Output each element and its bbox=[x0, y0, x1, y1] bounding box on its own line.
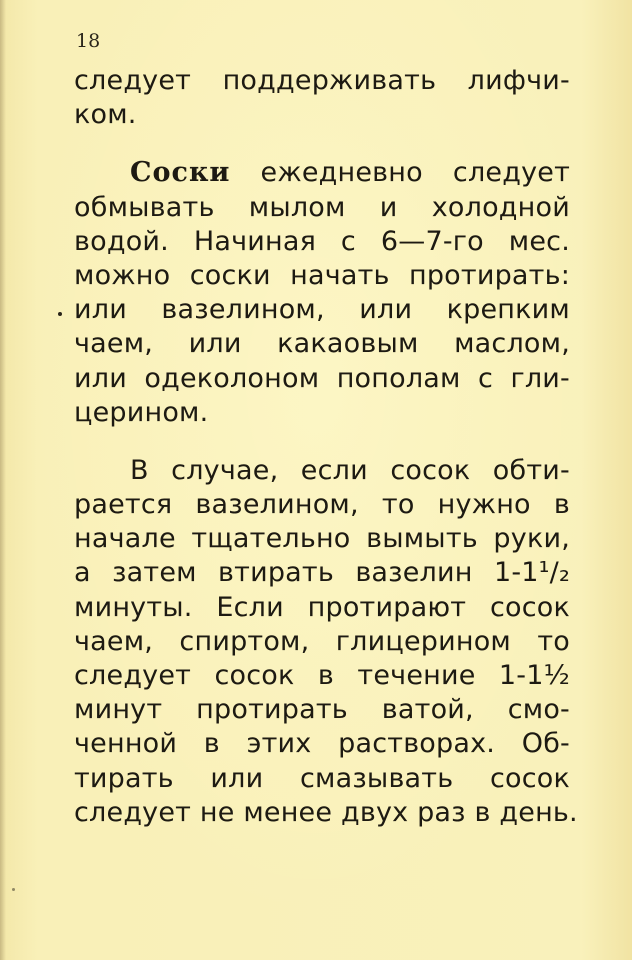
page-edge-shadow bbox=[0, 0, 6, 960]
text-line: церином. bbox=[74, 396, 209, 428]
text-line: тирать или смазывать сосок bbox=[74, 762, 570, 794]
text-line: или одеколоном пополам с гли- bbox=[74, 362, 570, 394]
paragraph-3 bbox=[74, 454, 578, 830]
text-line: ченной в этих растворах. Об- bbox=[74, 728, 570, 760]
text-line: чаем, спиртом, глицерином то bbox=[74, 625, 570, 657]
text-line: следует сосок в течение 1-1½ bbox=[74, 660, 570, 691]
text-line: чаем, или какаовым маслом, bbox=[74, 328, 570, 360]
text-line: начале тщательно вымыть руки, bbox=[74, 523, 570, 555]
text-line: В случае, если сосок обти- bbox=[130, 454, 570, 486]
text-line: минуты. Если протирают сосок bbox=[74, 591, 570, 623]
text-line: а затем втирать вазелин 1-1¹/₂ bbox=[74, 557, 570, 589]
text-line: можно соски начать протирать: bbox=[74, 259, 570, 291]
text-line: рается вазелином, то нужно в bbox=[74, 489, 570, 521]
paragraph-gap bbox=[74, 132, 570, 156]
ink-speck bbox=[12, 888, 15, 891]
text-line-rest: ежедневно следует bbox=[230, 157, 570, 189]
page-number: 18 bbox=[76, 30, 101, 52]
text-line bbox=[74, 156, 570, 190]
paragraph-2 bbox=[74, 156, 570, 430]
text-line: следует не менее двух раз в день. bbox=[74, 796, 578, 828]
lead-word: Соски bbox=[130, 157, 231, 189]
text-line: ком. bbox=[74, 99, 137, 131]
text-line: обмывать мылом и холодной bbox=[74, 191, 570, 223]
text-line: минут протирать ватой, смо- bbox=[74, 694, 570, 726]
paragraph-gap bbox=[74, 430, 570, 454]
text-line: следует поддерживать лифчи- bbox=[74, 65, 570, 96]
text-line: или вазелином, или крепким bbox=[74, 294, 570, 326]
page-body-text bbox=[74, 64, 578, 830]
ink-speck bbox=[58, 312, 62, 316]
paragraph-1 bbox=[74, 64, 570, 132]
text-line: водой. Начиная с 6—7-го мес. bbox=[74, 225, 570, 257]
